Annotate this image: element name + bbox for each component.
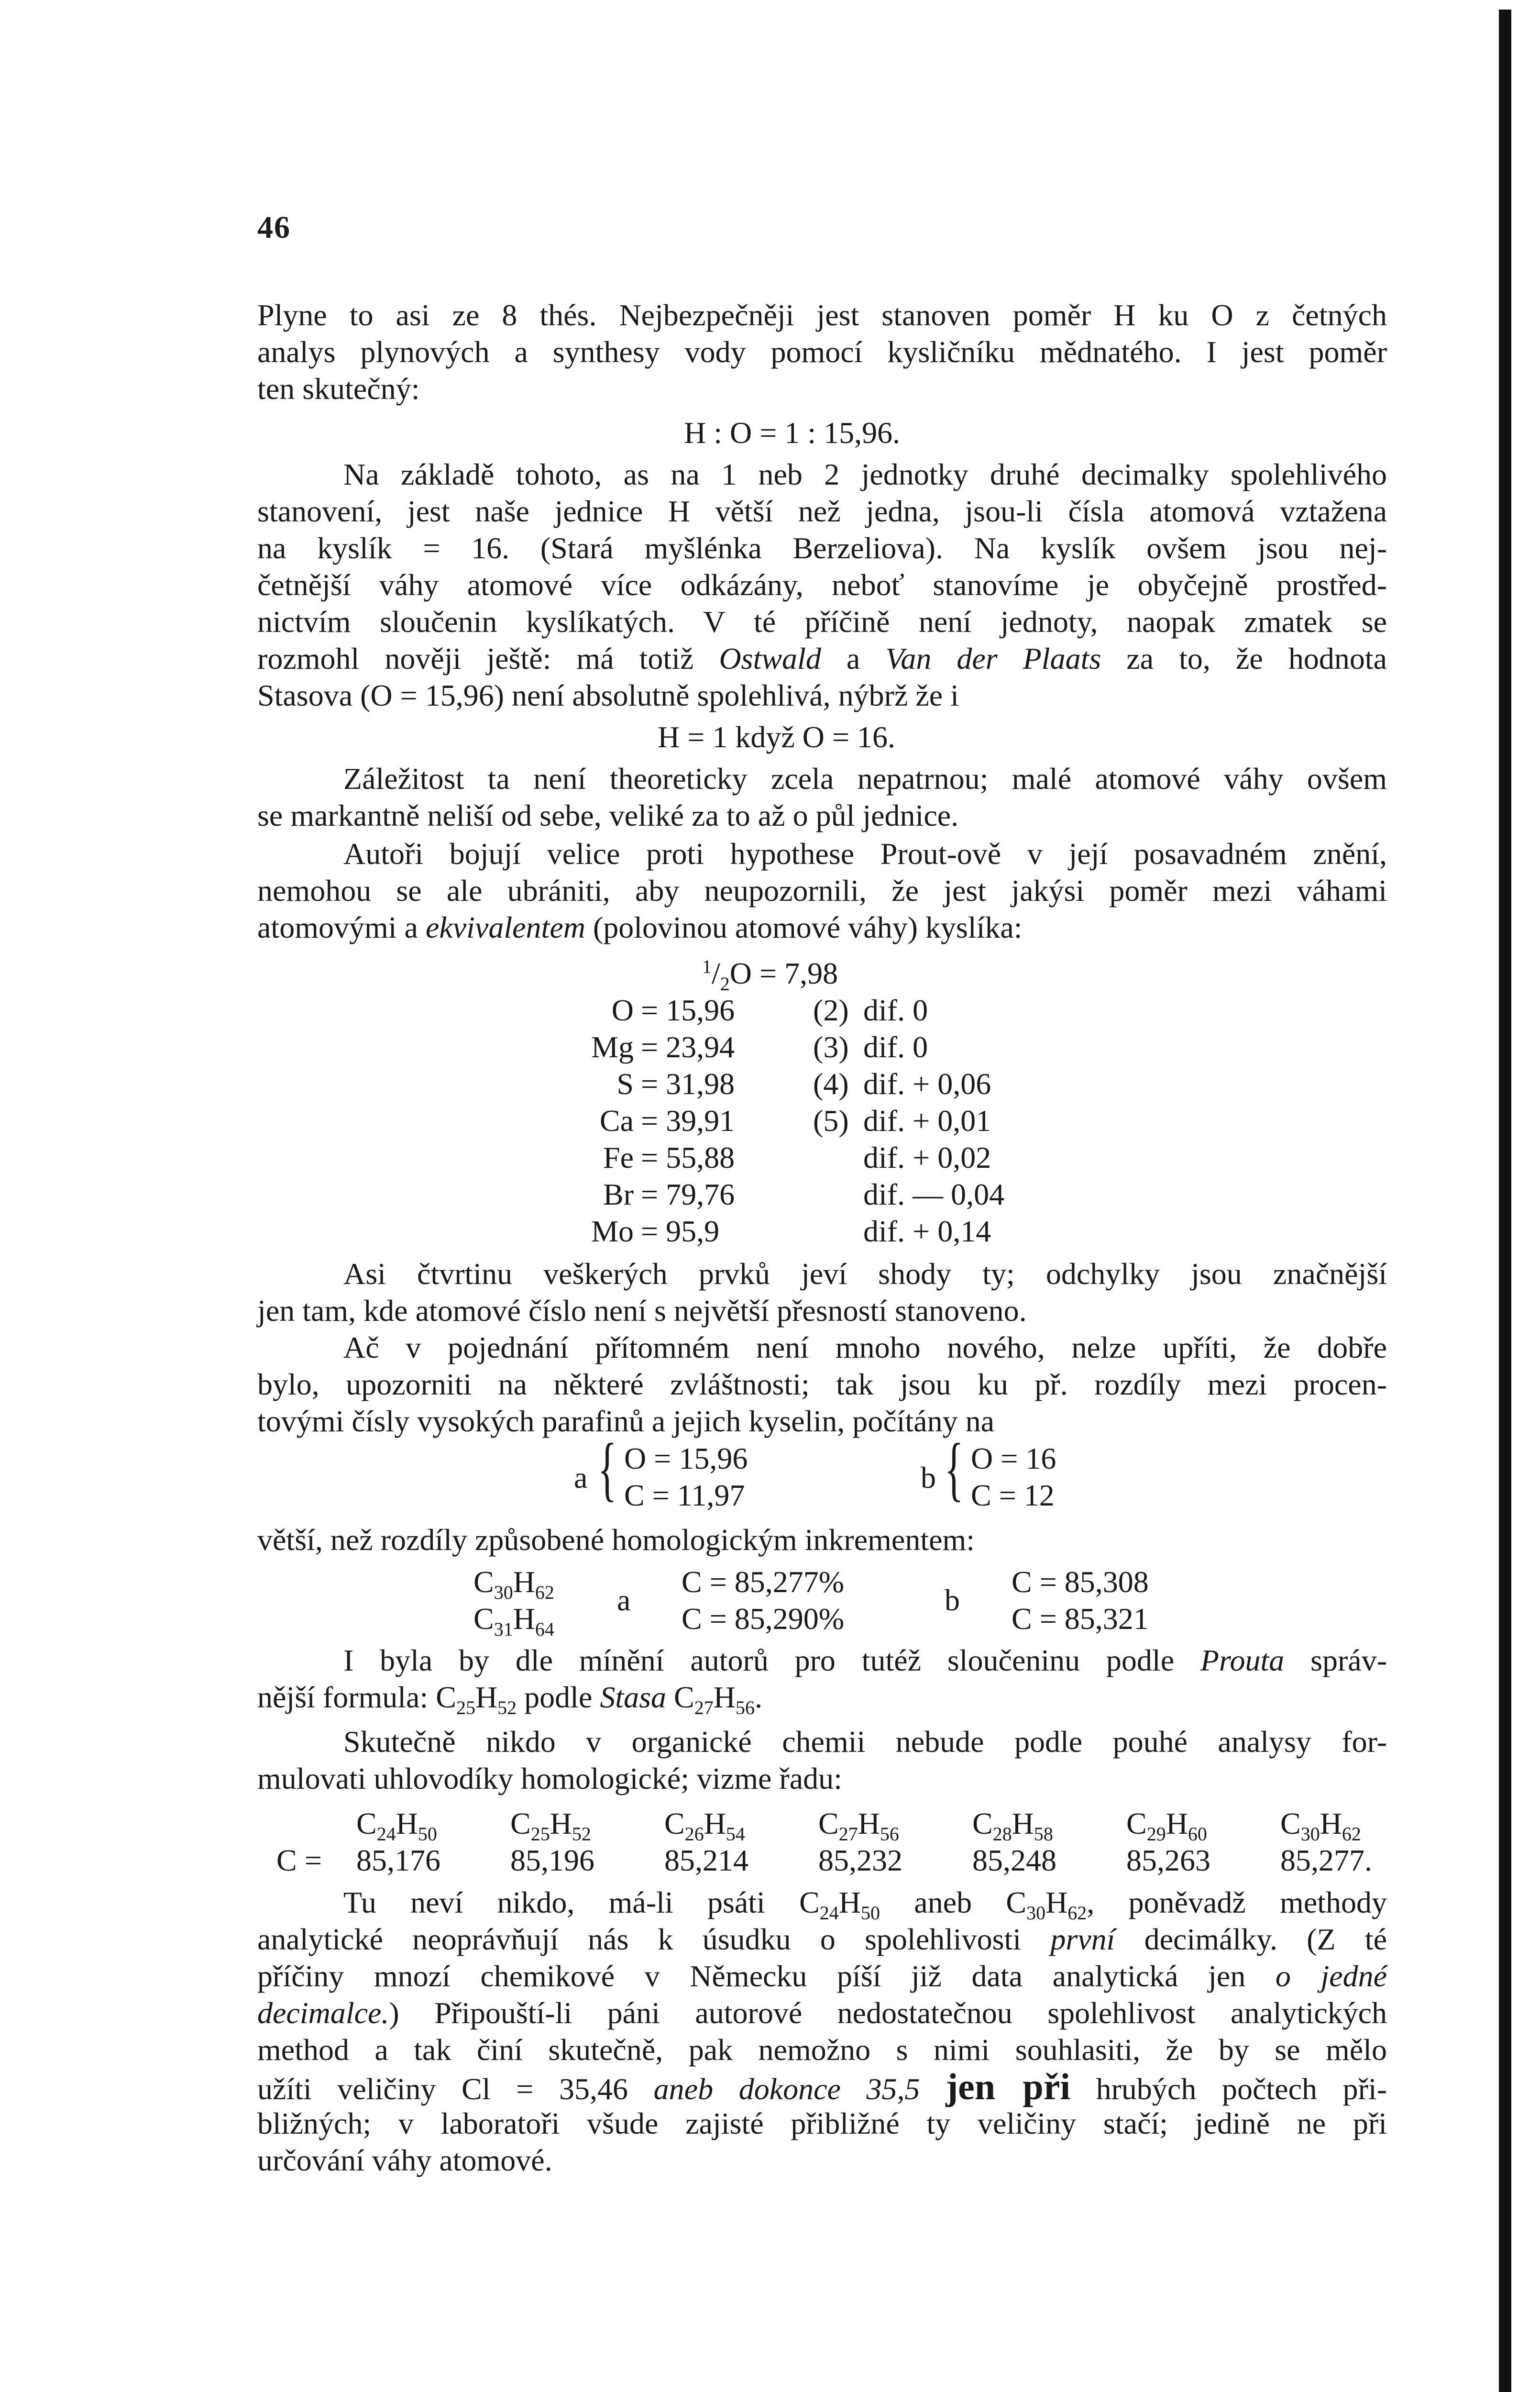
case-b-label: b	[921, 1461, 936, 1495]
homolog-a-1: C = 85,277%	[682, 1565, 845, 1599]
text-line: příčiny mnozí chemikové v Německu píší již data analytická jen o jedné	[257, 1959, 1387, 1993]
case-a-line-2: C = 11,97	[624, 1478, 745, 1512]
homolog-b-label: b	[945, 1583, 960, 1617]
element-difference: dif. + 0,06	[863, 1067, 991, 1101]
element-symbol: S	[616, 1067, 634, 1101]
text-line: Plyne to asi ze 8 thés. Nejbezpečněji jest stanoven poměr H ku O z četných	[257, 298, 1387, 332]
name-ostwald: Ostwald	[719, 642, 821, 676]
text-line: určování váhy atomové.	[257, 2143, 552, 2177]
equation-h: H = 1 když O = 16.	[658, 720, 896, 754]
text-line: Asi čtvrtinu veškerých prvků jeví shody ty; odchylky jsou značnější	[343, 1257, 1387, 1291]
series-value: 85,248	[972, 1843, 1056, 1877]
series-formula: $C_{29}H_{60}$	[1126, 1806, 1207, 1845]
text-line: atomovými a ekvivalentem (polovinou atomové váhy) kyslíka:	[257, 910, 1023, 944]
element-difference: dif. + 0,14	[863, 1214, 991, 1248]
element-multiple: (5)	[813, 1104, 849, 1138]
text-line: nější formula: $C_{25}H_{52}$ podle Stasa $C_{27}H_{56}$.	[257, 1680, 762, 1718]
text-line: Autoři bojují velice proti hypothese Prout-ově v její posavadném znění,	[343, 837, 1387, 871]
text-line: jen tam, kde atomové číslo není s největší přesností stanoveno.	[257, 1294, 1027, 1328]
text-line: tovými čísly vysokých parafinů a jejich kyselin, počítány na	[257, 1404, 994, 1438]
element-symbol: O	[611, 993, 634, 1027]
series-value: 85,263	[1126, 1843, 1210, 1877]
series-formula: $C_{25}H_{52}$	[510, 1806, 591, 1845]
element-value: = 23,94	[641, 1030, 735, 1064]
element-value: = 79,76	[641, 1177, 735, 1211]
series-value: 85,214	[664, 1843, 748, 1877]
term-aneb-dokonce: aneb dokonce 35,5	[653, 2072, 920, 2106]
name-van-der-plaats: Van der Plaats	[885, 642, 1101, 676]
series-value: 85,196	[510, 1843, 594, 1877]
text-line: Ač v pojednání přítomném není mnoho nového, nelze upříti, že dobře	[343, 1330, 1387, 1364]
text-line: mulovati uhlovodíky homologické; vizme řadu:	[257, 1761, 842, 1795]
term-prvni: první	[1050, 1922, 1115, 1956]
page-number: 46	[257, 210, 291, 245]
text-line: ten skutečný:	[257, 372, 420, 406]
case-a-label: a	[574, 1461, 588, 1495]
text-line: se markantně neliší od sebe, veliké za to až o půl jednice.	[257, 798, 959, 832]
series-formula: $C_{26}H_{54}$	[664, 1806, 745, 1845]
text-line: nictvím sloučenin kyslíkatých. V té příčině není jednoty, naopak zmatek se	[257, 605, 1387, 639]
element-value: = 95,9	[641, 1214, 720, 1248]
text-line: Na základě tohoto, as na 1 neb 2 jednotky druhé decimalky spolehlivého	[343, 457, 1387, 491]
element-symbol: Mg	[591, 1030, 634, 1064]
series-value: 85,232	[818, 1843, 902, 1877]
element-difference: dif. 0	[863, 1030, 928, 1064]
text-line: na kyslík = 16. (Stará myšlénka Berzeliova). Na kyslík ovšem jsou nej-	[257, 531, 1387, 565]
term-decimalce: decimalce.	[257, 1996, 389, 2030]
equation-ratio: H : O = 1 : 15,96.	[684, 416, 901, 450]
element-value: = 15,96	[641, 993, 735, 1027]
term-o-jedne: o jedné	[1275, 1959, 1387, 1993]
element-value: = 31,98	[641, 1067, 735, 1101]
text-line: I byla by dle mínění autorů pro tutéž sloučeninu podle Prouta správ-	[343, 1643, 1387, 1677]
brace-a: {	[598, 1429, 617, 1508]
series-value: 85,176	[356, 1843, 440, 1877]
text-line: četnější váhy atomové více odkázány, neboť stanovíme je obyčejně prostřed-	[257, 568, 1387, 602]
text-line: decimalce.) Připouští-li páni autorové nedostatečnou spolehlivost analytických	[257, 1996, 1387, 2030]
series-value: 85,277.	[1280, 1843, 1372, 1877]
homolog-b-2: C = 85,321	[1012, 1602, 1149, 1636]
text-line: Tu neví nikdo, má-li psáti $C_{24}H_{50}$ aneb $C_{30}H_{62}$, poněvadž methody	[343, 1885, 1387, 1924]
element-multiple: (4)	[813, 1067, 849, 1101]
text-line: stanovení, jest naše jednice H větší než jedna, jsou-li čísla atomová vztažena	[257, 494, 1387, 528]
text-line: větší, než rozdíly způsobené homologickým inkrementem:	[257, 1523, 975, 1557]
series-label: C =	[276, 1843, 322, 1877]
text-line: nemohou se ale ubrániti, aby neupozornili, že jest jakýsi poměr mezi váhami	[257, 874, 1387, 908]
term-jen-pri: jen při	[946, 2066, 1070, 2107]
element-symbol: Fe	[603, 1141, 634, 1174]
text-line: Skutečně nikdo v organické chemii nebude podle pouhé analysy for-	[343, 1725, 1387, 1759]
homolog-a-2: C = 85,290%	[682, 1602, 845, 1636]
element-multiple: (3)	[813, 1030, 849, 1064]
homolog-a-label: a	[617, 1583, 631, 1617]
half-oxygen-line: $^1/_2O = 7,98$	[702, 956, 838, 995]
text-line: Stasova (O = 15,96) není absolutně spolehlivá, nýbrž že i	[257, 678, 959, 712]
text-line: analytické neoprávňují nás k úsudku o spolehlivosti první decimálky. (Z té	[257, 1922, 1387, 1956]
element-difference: dif. + 0,01	[863, 1104, 991, 1138]
term-ekvivalentem: ekvivalentem	[425, 910, 585, 944]
element-difference: dif. 0	[863, 993, 928, 1027]
text-line: analys plynových a synthesy vody pomocí kysličníku mědnatého. I jest poměr	[257, 335, 1387, 369]
element-value: = 39,91	[641, 1104, 735, 1138]
formula-c30h62: $C_{30}H_{62}$	[473, 1565, 554, 1603]
text-line: užíti veličiny Cl = 35,46 aneb dokonce 35,5 jen při hrubých počtech při-	[257, 2066, 1387, 2107]
text-line: Záležitost ta není theoreticky zcela nepatrnou; malé atomové váhy ovšem	[343, 762, 1387, 796]
case-a-line-1: O = 15,96	[624, 1441, 748, 1475]
text-line: bližných; v laboratoři všude zajisté přibližné ty veličiny stačí; jedině ne při	[257, 2106, 1387, 2140]
case-b-line-1: O = 16	[971, 1441, 1056, 1475]
element-difference: dif. + 0,02	[863, 1141, 991, 1174]
element-symbol: Br	[603, 1177, 634, 1211]
element-symbol: Ca	[599, 1104, 634, 1138]
series-formula: $C_{24}H_{50}$	[356, 1806, 437, 1845]
series-formula: $C_{30}H_{62}$	[1280, 1806, 1361, 1845]
element-multiple: (2)	[813, 993, 849, 1027]
element-value: = 55,88	[641, 1141, 735, 1174]
homolog-b-1: C = 85,308	[1012, 1565, 1149, 1599]
text-line: bylo, upozorniti na některé zvláštnosti; tak jsou ku př. rozdíly mezi procen-	[257, 1367, 1387, 1401]
text-line: rozmohl nověji ještě: má totiž Ostwald a Van der Plaats za to, že hodnota	[257, 642, 1387, 676]
case-b-line-2: C = 12	[971, 1478, 1055, 1512]
series-formula: $C_{27}H_{56}$	[818, 1806, 899, 1845]
element-symbol: Mo	[591, 1214, 634, 1248]
name-stasa: Stasa	[600, 1680, 667, 1714]
formula-c31h64: $C_{31}H_{64}$	[473, 1602, 554, 1640]
element-difference: dif. — 0,04	[863, 1177, 1005, 1211]
brace-b: {	[945, 1429, 964, 1508]
name-prouta: Prouta	[1200, 1643, 1285, 1677]
text-line: method a tak činí skutečně, pak nemožno s nimi souhlasiti, že by se mělo	[257, 2033, 1387, 2067]
series-formula: $C_{28}H_{58}$	[972, 1806, 1053, 1845]
